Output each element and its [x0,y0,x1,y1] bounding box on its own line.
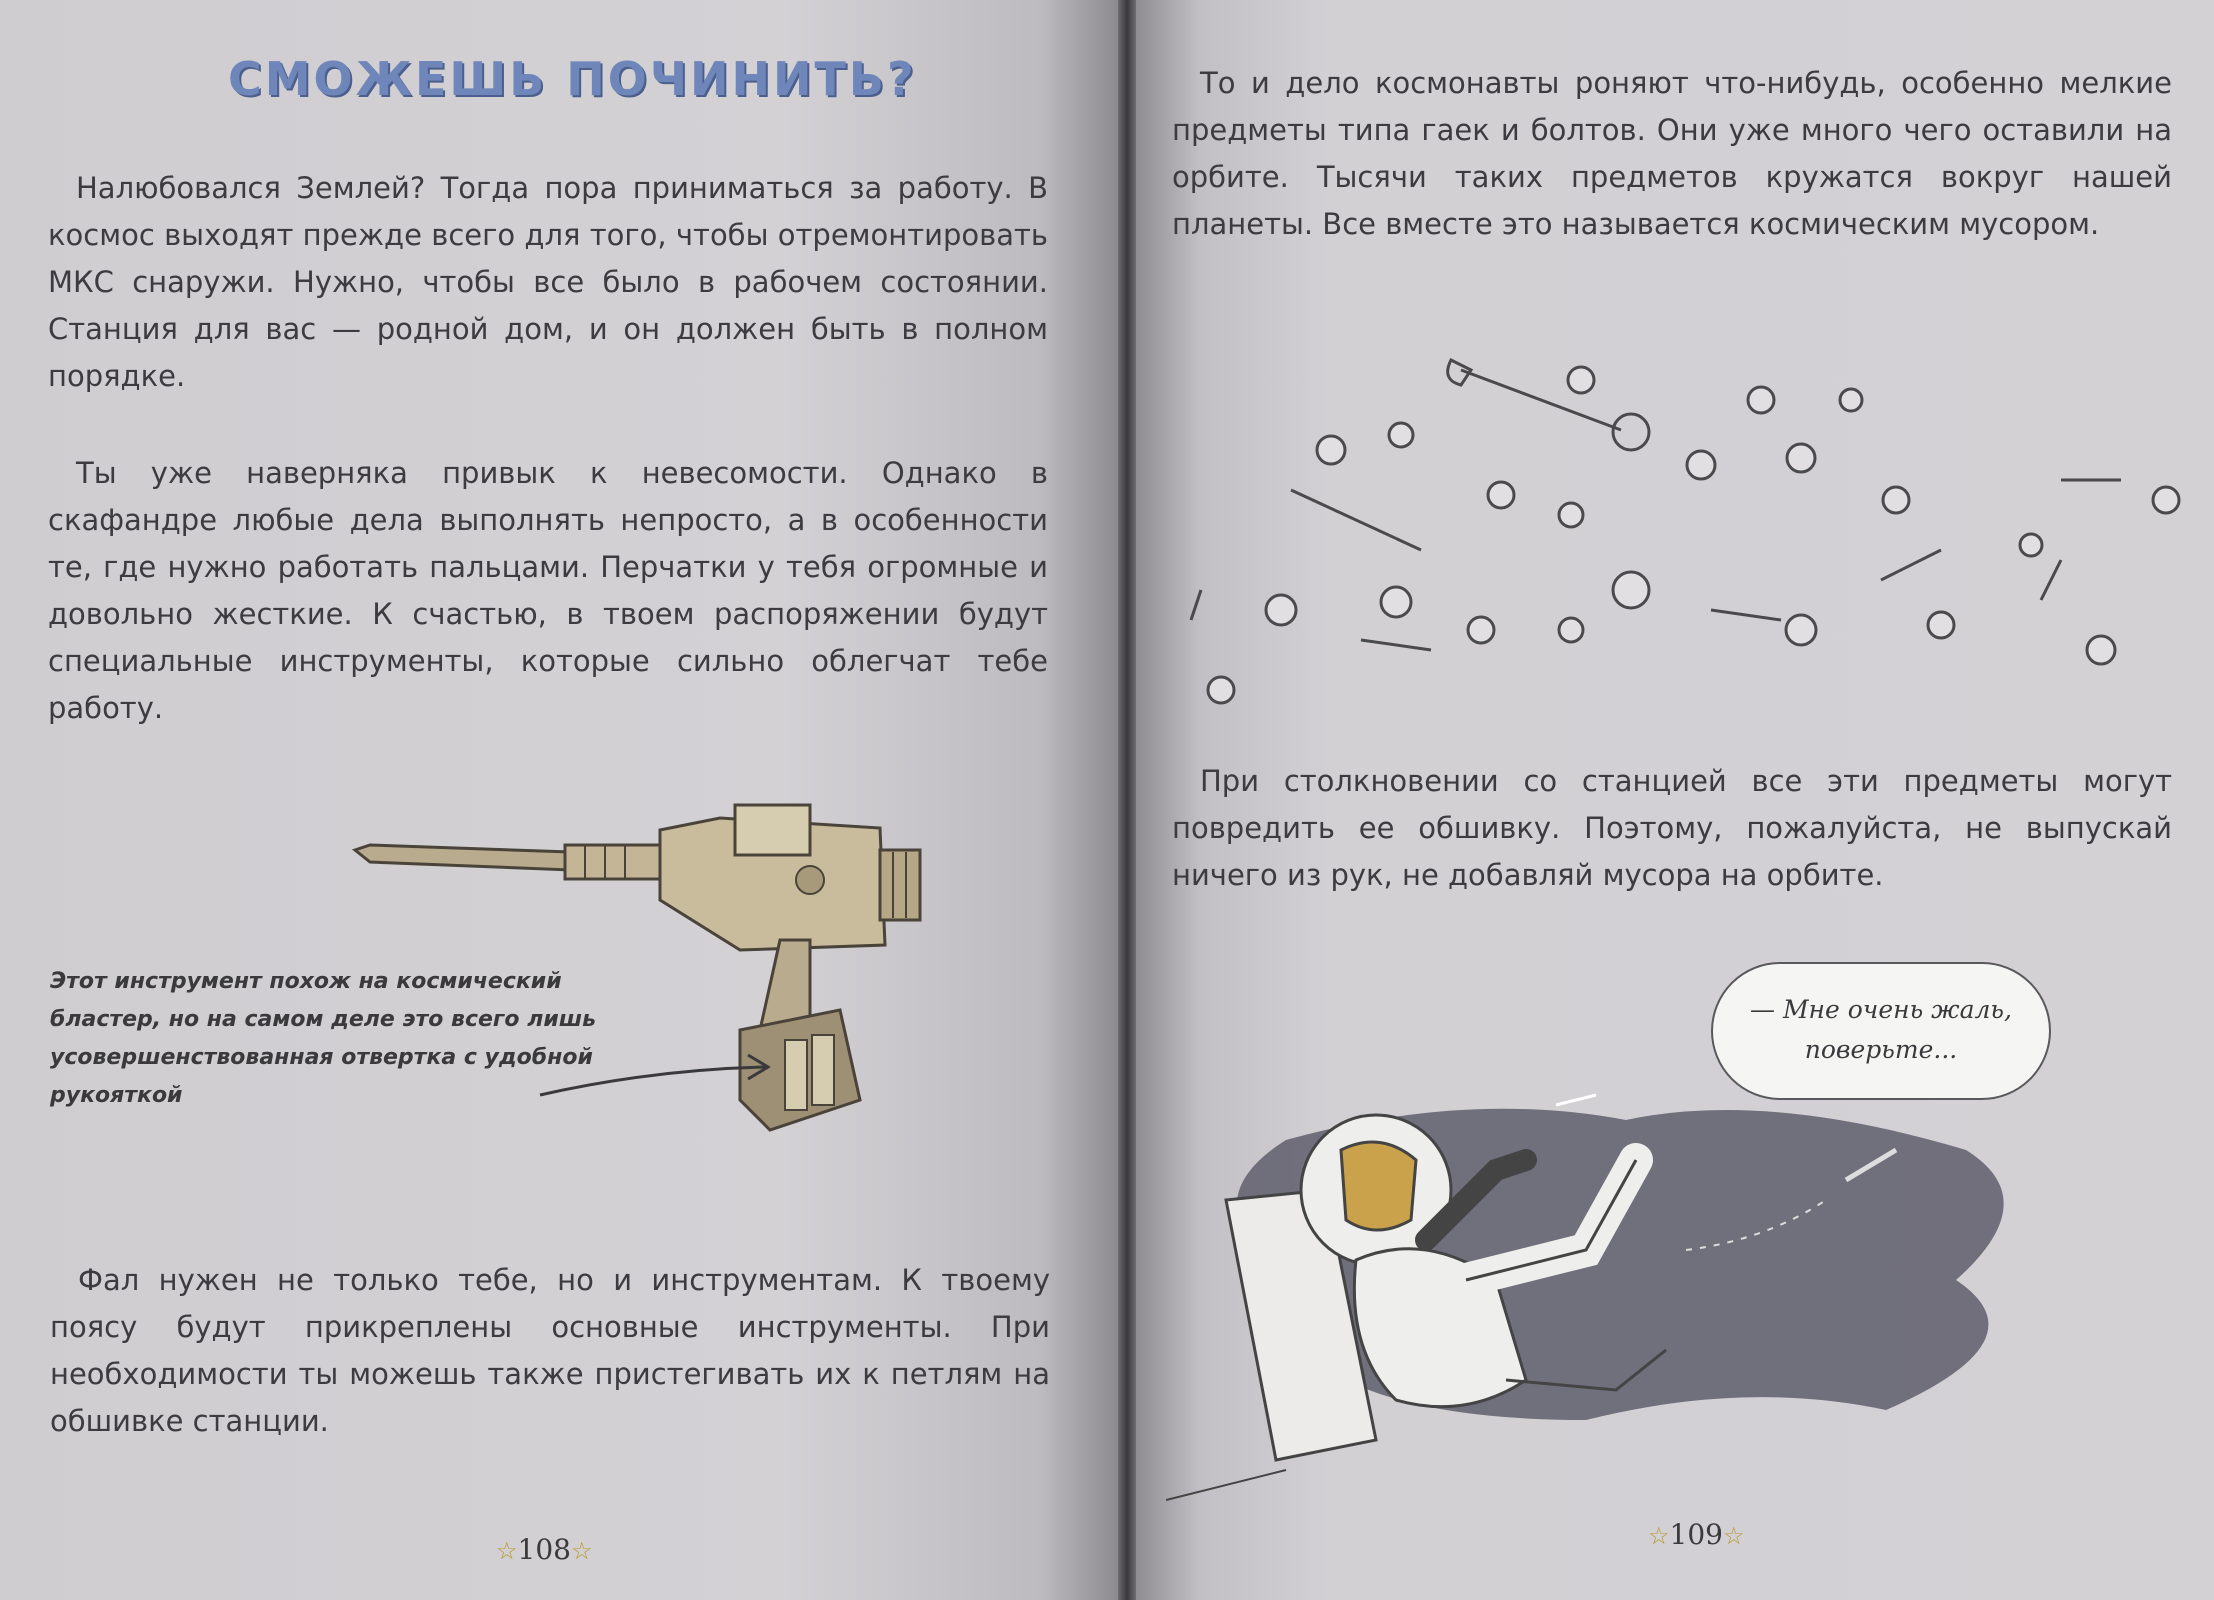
star-icon: ☆ [570,1537,593,1565]
speech-bubble-text: — Мне очень жаль, поверьте... [1750,995,2012,1064]
astronaut-illustration [1166,1080,2126,1510]
space-debris-illustration [1161,340,2211,720]
star-icon: ☆ [1648,1522,1670,1550]
right-paragraph-1: То и дело космонавты роняют что-нибудь, особенно мелкие предметы типа гаек и болтов. Они уже много чего оставили на орбите. Тысячи таких предметов кружатся вокруг нашей планеты. Все вместе это называется космическим мусором. [1172,66,2172,241]
page-number-108: 108 [517,1533,571,1566]
star-icon: ☆ [496,1537,518,1565]
page-number-109: 109 [1669,1518,1723,1551]
left-paragraph-3: Фал нужен не только тебе, но и инструментам. К твоему поясу будут прикреплены основные инструменты. При необходимости ты можешь также пристегивать их к петлям на обшивке станции. [50,1263,1050,1438]
page-title: СМОЖЕШЬ ПОЧИНИТЬ? [228,52,917,106]
right-page [1136,0,2214,1600]
left-paragraph-2: Ты уже наверняка привык к невесомости. Однако в скафандре любые дела выполнять непросто, а в особенности те, где нужно работать пальцами. Перчатки у тебя огромные и довольно жесткие. К счастью, в твоем распоряжении будут специальные инструменты, которые сильно облегчат тебе работу. [48,456,1048,725]
star-icon: ☆ [1722,1522,1745,1550]
page-number-right [1648,1518,1744,1551]
page-number-left [496,1533,592,1566]
left-paragraph-1: Налюбовался Землей? Тогда пора приниматься за работу. В космос выходят прежде всего для того, чтобы отремонтировать МКС снаружи. Нужно, чтобы все было в рабочем состоянии. Станция для вас — родной дом, и он должен быть в полном порядке. [48,171,1048,393]
right-paragraph-2: При столкновении со станцией все эти предметы могут повредить ее обшивку. Поэтому, пожалуйста, не выпускай ничего из рук, не добавляй мусора на орбите. [1172,764,2172,892]
illustration-caption: Этот инструмент похож на космический бластер, но на самом деле это всего лишь усовершенствованная отвертка с удобной рукояткой [50,969,597,1108]
book-spine [1118,0,1136,1600]
